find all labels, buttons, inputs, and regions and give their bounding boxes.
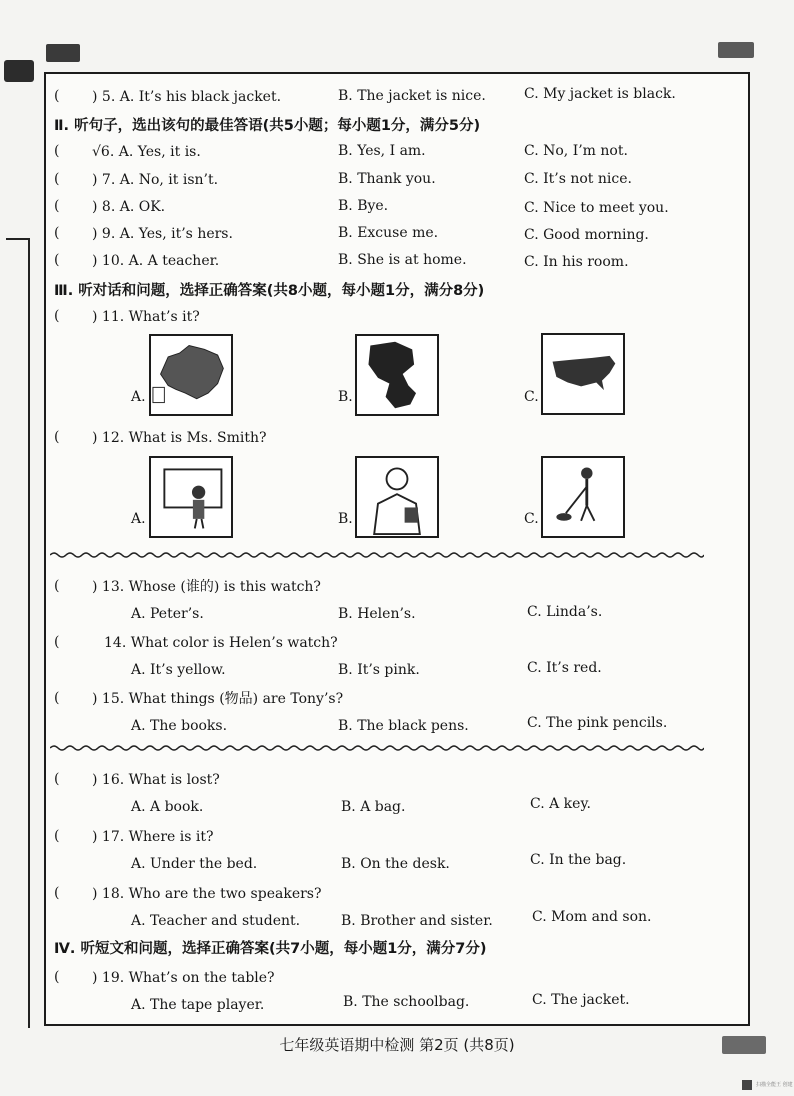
section-3-heading: Ⅲ. 听对话和问题，选择正确答案(共8小题，每小题1分，满分8分): [54, 283, 485, 299]
answer-paren: (: [54, 578, 60, 594]
answer-paren: (: [54, 634, 60, 650]
qr-code-icon: [742, 1080, 752, 1090]
teacher-at-board-image: [149, 456, 233, 538]
answer-paren: (: [54, 885, 60, 901]
binding-line: [6, 238, 30, 1028]
corner-mark: [718, 42, 754, 58]
corner-mark: [4, 60, 34, 82]
question-19: ) 19. What’s on the table?: [92, 970, 275, 986]
doctor-image: [355, 456, 439, 538]
section-4-heading: Ⅳ. 听短文和问题，选择正确答案(共7小题，每小题1分，满分7分): [54, 941, 487, 957]
answer-paren: (: [54, 828, 60, 844]
option-c: C. Nice to meet you.: [524, 200, 669, 216]
option-a: A. Peter’s.: [131, 606, 204, 622]
option-a: A. It’s yellow.: [131, 662, 226, 678]
answer-paren: (: [54, 198, 60, 214]
question-5: ) 5. A. It’s his black jacket.: [92, 89, 282, 105]
question-18: ) 18. Who are the two speakers?: [92, 886, 322, 902]
island-map-image: [355, 334, 439, 416]
question-12: ) 12. What is Ms. Smith?: [92, 430, 267, 446]
pic-label-b: B.: [338, 511, 353, 527]
usa-map-image: [541, 333, 625, 415]
china-map-image: [149, 334, 233, 416]
option-c: C. It’s red.: [527, 660, 602, 676]
answer-paren: (: [54, 690, 60, 706]
option-a: A. Under the bed.: [131, 856, 258, 872]
question-11: ) 11. What’s it?: [92, 309, 200, 325]
pic-label-b: B.: [338, 389, 353, 405]
answer-paren: (: [54, 969, 60, 985]
question-7: ) 7. A. No, it isn’t.: [92, 172, 219, 188]
corner-mark: [46, 44, 80, 62]
question-15: ) 15. What things (物品) are Tony’s?: [92, 691, 344, 707]
option-c: C. In his room.: [524, 254, 629, 270]
option-a: A. The tape player.: [131, 997, 265, 1013]
option-c: C. Good morning.: [524, 227, 649, 243]
question-17: ) 17. Where is it?: [92, 829, 214, 845]
option-b: B. Helen’s.: [338, 606, 416, 622]
option-b: B. Brother and sister.: [341, 913, 493, 929]
option-c: C. The pink pencils.: [527, 715, 668, 731]
option-c: C. The jacket.: [532, 992, 630, 1008]
option-b: B. A bag.: [341, 799, 406, 815]
answer-paren: (: [54, 88, 60, 104]
option-b: B. She is at home.: [338, 252, 467, 268]
answer-paren: (: [54, 252, 60, 268]
option-c: C. In the bag.: [530, 852, 627, 868]
answer-paren: (: [54, 429, 60, 445]
option-a: A. The books.: [131, 718, 228, 734]
option-b: B. Excuse me.: [338, 225, 439, 241]
question-9: ) 9. A. Yes, it’s hers.: [92, 226, 233, 242]
section-2-heading: Ⅱ. 听句子，选出该句的最佳答语(共5小题；每小题1分，满分5分): [54, 118, 481, 134]
option-c: C. No, I’m not.: [524, 143, 628, 159]
answer-paren: (: [54, 225, 60, 241]
wavy-divider: [50, 744, 704, 752]
cleaner-image: [541, 456, 625, 538]
option-b: B. The jacket is nice.: [338, 88, 486, 104]
pic-label-a: A.: [131, 511, 146, 527]
option-b: B. Yes, I am.: [338, 143, 426, 159]
wavy-divider: [50, 551, 704, 559]
option-c: C. Mom and son.: [532, 909, 652, 925]
option-b: B. The schoolbag.: [343, 994, 470, 1010]
answer-paren: (: [54, 143, 60, 159]
option-b: B. Bye.: [338, 198, 389, 214]
option-b: B. It’s pink.: [338, 662, 420, 678]
option-c: C. A key.: [530, 796, 591, 812]
question-6: √6. A. Yes, it is.: [92, 144, 201, 160]
page-footer: 七年级英语期中检测 第2页 (共8页): [279, 1036, 515, 1054]
question-14: 14. What color is Helen’s watch?: [104, 635, 338, 651]
question-8: ) 8. A. OK.: [92, 199, 166, 215]
answer-paren: (: [54, 308, 60, 324]
option-c: C. Linda’s.: [527, 604, 603, 620]
question-13: ) 13. Whose (谁的) is this watch?: [92, 579, 321, 595]
pic-label-c: C.: [524, 389, 539, 405]
option-c: C. It’s not nice.: [524, 171, 632, 187]
option-a: A. A book.: [131, 799, 204, 815]
question-10: ) 10. A. A teacher.: [92, 253, 220, 269]
option-a: A. Teacher and student.: [131, 913, 301, 929]
option-b: B. Thank you.: [338, 171, 436, 187]
option-b: B. On the desk.: [341, 856, 450, 872]
pic-label-a: A.: [131, 389, 146, 405]
option-b: B. The black pens.: [338, 718, 469, 734]
question-16: ) 16. What is lost?: [92, 772, 220, 788]
answer-paren: (: [54, 771, 60, 787]
pic-label-c: C.: [524, 511, 539, 527]
answer-paren: (: [54, 171, 60, 187]
option-c: C. My jacket is black.: [524, 86, 676, 102]
scanner-watermark: 扫描全能王 创建: [756, 1082, 793, 1088]
